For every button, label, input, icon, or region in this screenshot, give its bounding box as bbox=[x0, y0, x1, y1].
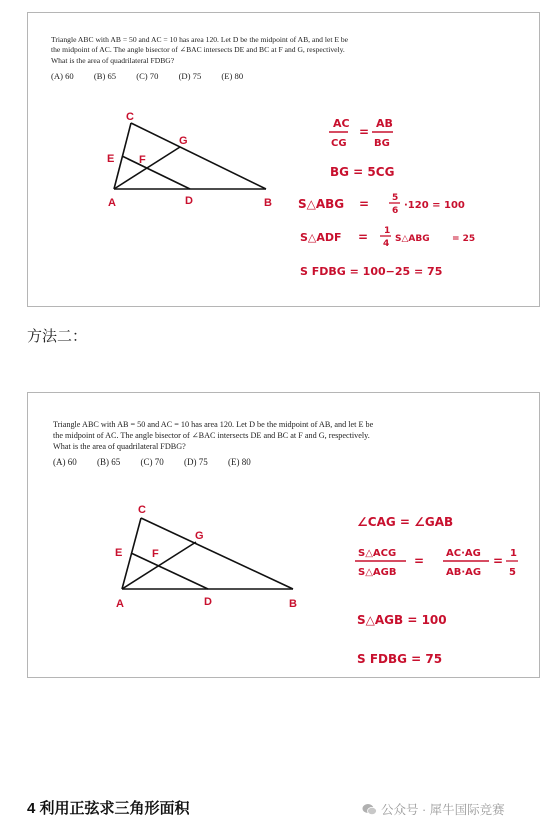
m1-frac2-den: BG bbox=[374, 138, 390, 149]
label-b: B bbox=[264, 197, 272, 209]
solution-image-1 bbox=[27, 12, 540, 307]
m1-eq4-frac-den: 4 bbox=[383, 239, 390, 249]
choice-d-highlighted: (D) 75 bbox=[184, 457, 208, 467]
svg-text:=: = bbox=[359, 197, 370, 211]
m1-eq5: S FDBG = 100−25 = 75 bbox=[300, 265, 443, 278]
m1-eq3-rest: ·120 = 100 bbox=[404, 200, 465, 211]
label-f: F bbox=[139, 154, 146, 166]
svg-text:=: = bbox=[493, 554, 504, 568]
method-2-work bbox=[355, 515, 518, 666]
m1-eq3-frac-den: 6 bbox=[392, 206, 399, 216]
m1-frac2-num: AB bbox=[376, 117, 393, 130]
m2-eq4: S FDBG = 75 bbox=[357, 652, 443, 666]
m2-frac1-den: S△AGB bbox=[358, 567, 397, 578]
m1-frac1-den: CG bbox=[331, 138, 347, 149]
m1-frac1-num: AC bbox=[333, 117, 350, 130]
problem-line-2: the midpoint of AC. The angle bisector of ∠BAC intersects DE and BC at F and G, respectively. bbox=[53, 431, 370, 440]
label-a: A bbox=[108, 197, 116, 209]
problem-line-3: What is the area of quadrilateral FDBG? bbox=[53, 442, 186, 451]
choice-a: (A) 60 bbox=[53, 457, 77, 467]
label-c: C bbox=[126, 111, 134, 123]
choice-b: (B) 65 bbox=[93, 71, 117, 82]
method-two-label: 方法二： bbox=[27, 328, 88, 345]
problem-line-1: Triangle ABC with AB = 50 and AC = 10 has area 120. Let D be the midpoint of AB, and let E be bbox=[51, 35, 349, 44]
choice-e: (E) 80 bbox=[228, 457, 251, 467]
svg-text:=: = bbox=[359, 125, 370, 139]
label-g: G bbox=[179, 135, 188, 147]
choice-a: (A) 60 bbox=[51, 71, 74, 82]
choice-c: (C) 70 bbox=[136, 71, 159, 82]
label-d: D bbox=[204, 596, 212, 608]
m1-eq3-frac-num: 5 bbox=[392, 193, 399, 203]
choice-b: (B) 65 bbox=[97, 457, 121, 467]
watermark-text: 公众号 · 犀牛国际竞赛 bbox=[381, 803, 505, 817]
choice-d-highlighted: (D) 75 bbox=[178, 71, 202, 82]
label-g: G bbox=[195, 530, 204, 542]
label-e: E bbox=[115, 547, 123, 559]
m2-frac2-den: AB·AG bbox=[446, 567, 482, 578]
label-f: F bbox=[152, 548, 159, 560]
wechat-icon bbox=[362, 803, 377, 816]
m1-eq2: BG = 5CG bbox=[330, 165, 395, 179]
choice-e: (E) 80 bbox=[221, 71, 244, 82]
svg-text:=: = bbox=[358, 230, 369, 244]
label-b: B bbox=[289, 598, 297, 610]
m1-eq4-rest: = 25 bbox=[452, 234, 476, 244]
m2-frac3-num: 1 bbox=[510, 548, 517, 559]
geometry-figure-1 bbox=[28, 13, 541, 308]
m2-eq3: S△AGB = 100 bbox=[357, 613, 447, 627]
m2-eq1: ∠CAG = ∠GAB bbox=[357, 515, 454, 529]
watermark bbox=[362, 800, 505, 818]
m1-eq4-left: S△ADF bbox=[300, 231, 342, 244]
section-title: 4 利用正弦求三角形面积 bbox=[27, 800, 190, 817]
label-d: D bbox=[185, 195, 193, 207]
m1-eq4-frac-num: 1 bbox=[384, 226, 391, 236]
m2-frac1-num: S△ACG bbox=[358, 548, 397, 559]
label-c: C bbox=[138, 504, 146, 516]
choice-c: (C) 70 bbox=[140, 457, 164, 467]
m2-frac3-den: 5 bbox=[509, 567, 516, 578]
method-1-work bbox=[298, 117, 475, 278]
label-e: E bbox=[107, 153, 115, 165]
m1-eq4-mid: S△ABG bbox=[395, 234, 430, 244]
problem-line-2: the midpoint of AC. The angle bisector of ∠BAC intersects DE and BC at F and G, respectively. bbox=[51, 45, 345, 55]
problem-line-1: Triangle ABC with AB = 50 and AC = 10 has area 120. Let D be the midpoint of AB, and let E be bbox=[53, 420, 374, 429]
geometry-figure-2 bbox=[28, 393, 541, 679]
solution-image-2 bbox=[27, 392, 540, 678]
m1-eq3-left: S△ABG bbox=[298, 197, 345, 211]
m2-frac2-num: AC·AG bbox=[446, 548, 481, 559]
label-a: A bbox=[116, 598, 124, 610]
problem-line-3: What is the area of quadrilateral FDBG? bbox=[51, 55, 175, 65]
svg-text:=: = bbox=[414, 554, 425, 568]
